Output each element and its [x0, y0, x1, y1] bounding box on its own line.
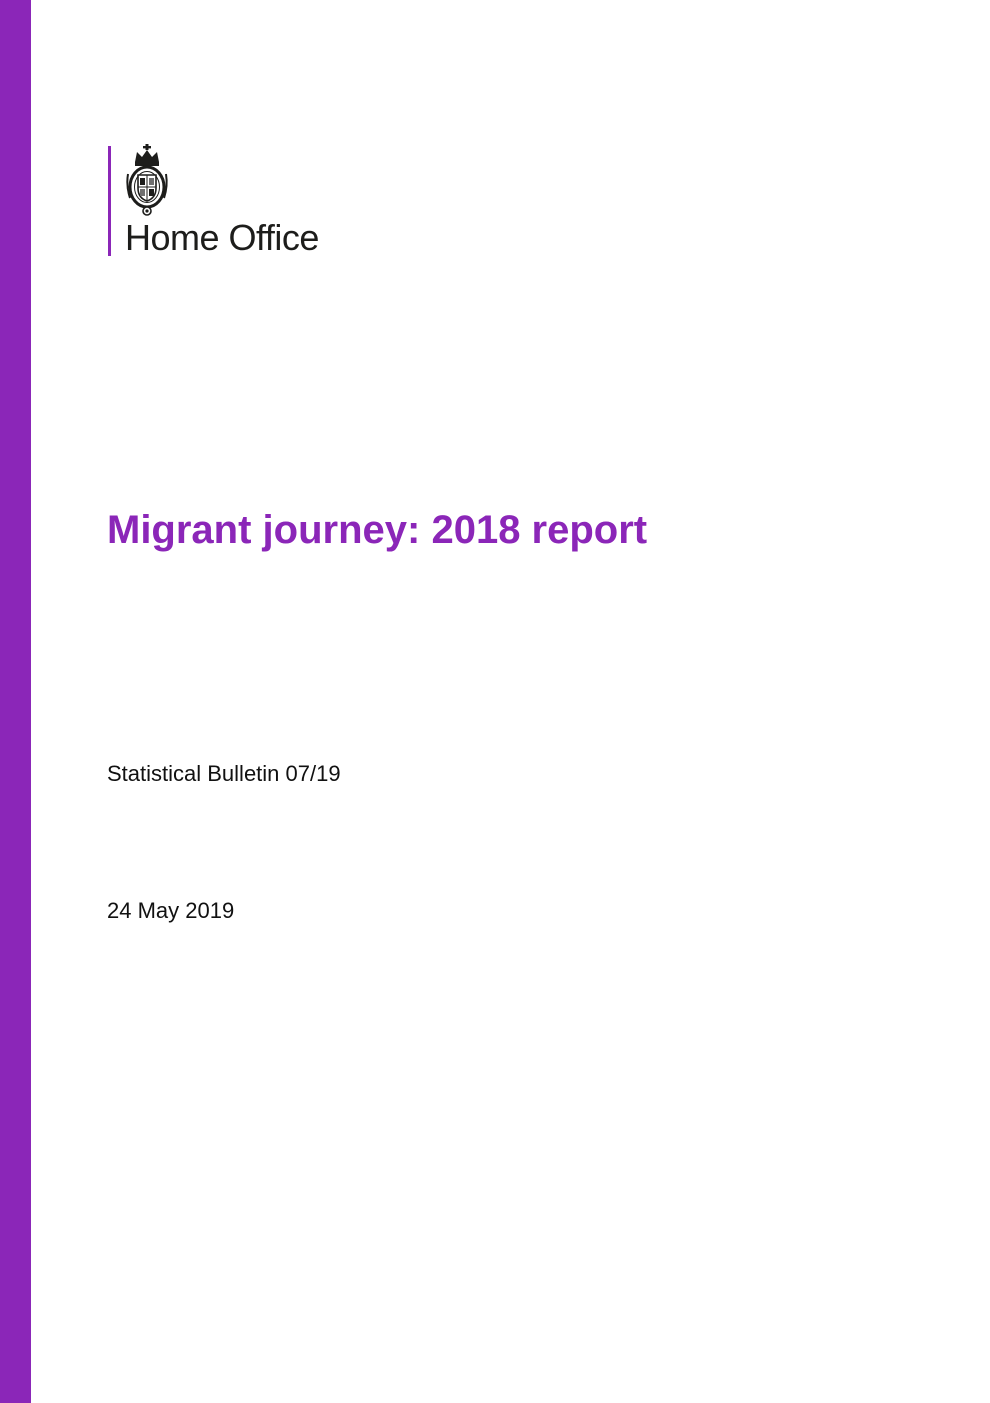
logo-divider-line	[108, 146, 111, 256]
publication-date: 24 May 2019	[107, 898, 235, 923]
side-accent-bar	[0, 0, 31, 1403]
bulletin-number: Statistical Bulletin 07/19	[107, 761, 341, 786]
royal-coat-of-arms-icon	[124, 144, 170, 216]
organisation-name: Home Office	[125, 217, 319, 258]
report-title: Migrant journey: 2018 report	[107, 508, 648, 552]
home-office-logo	[108, 144, 378, 258]
